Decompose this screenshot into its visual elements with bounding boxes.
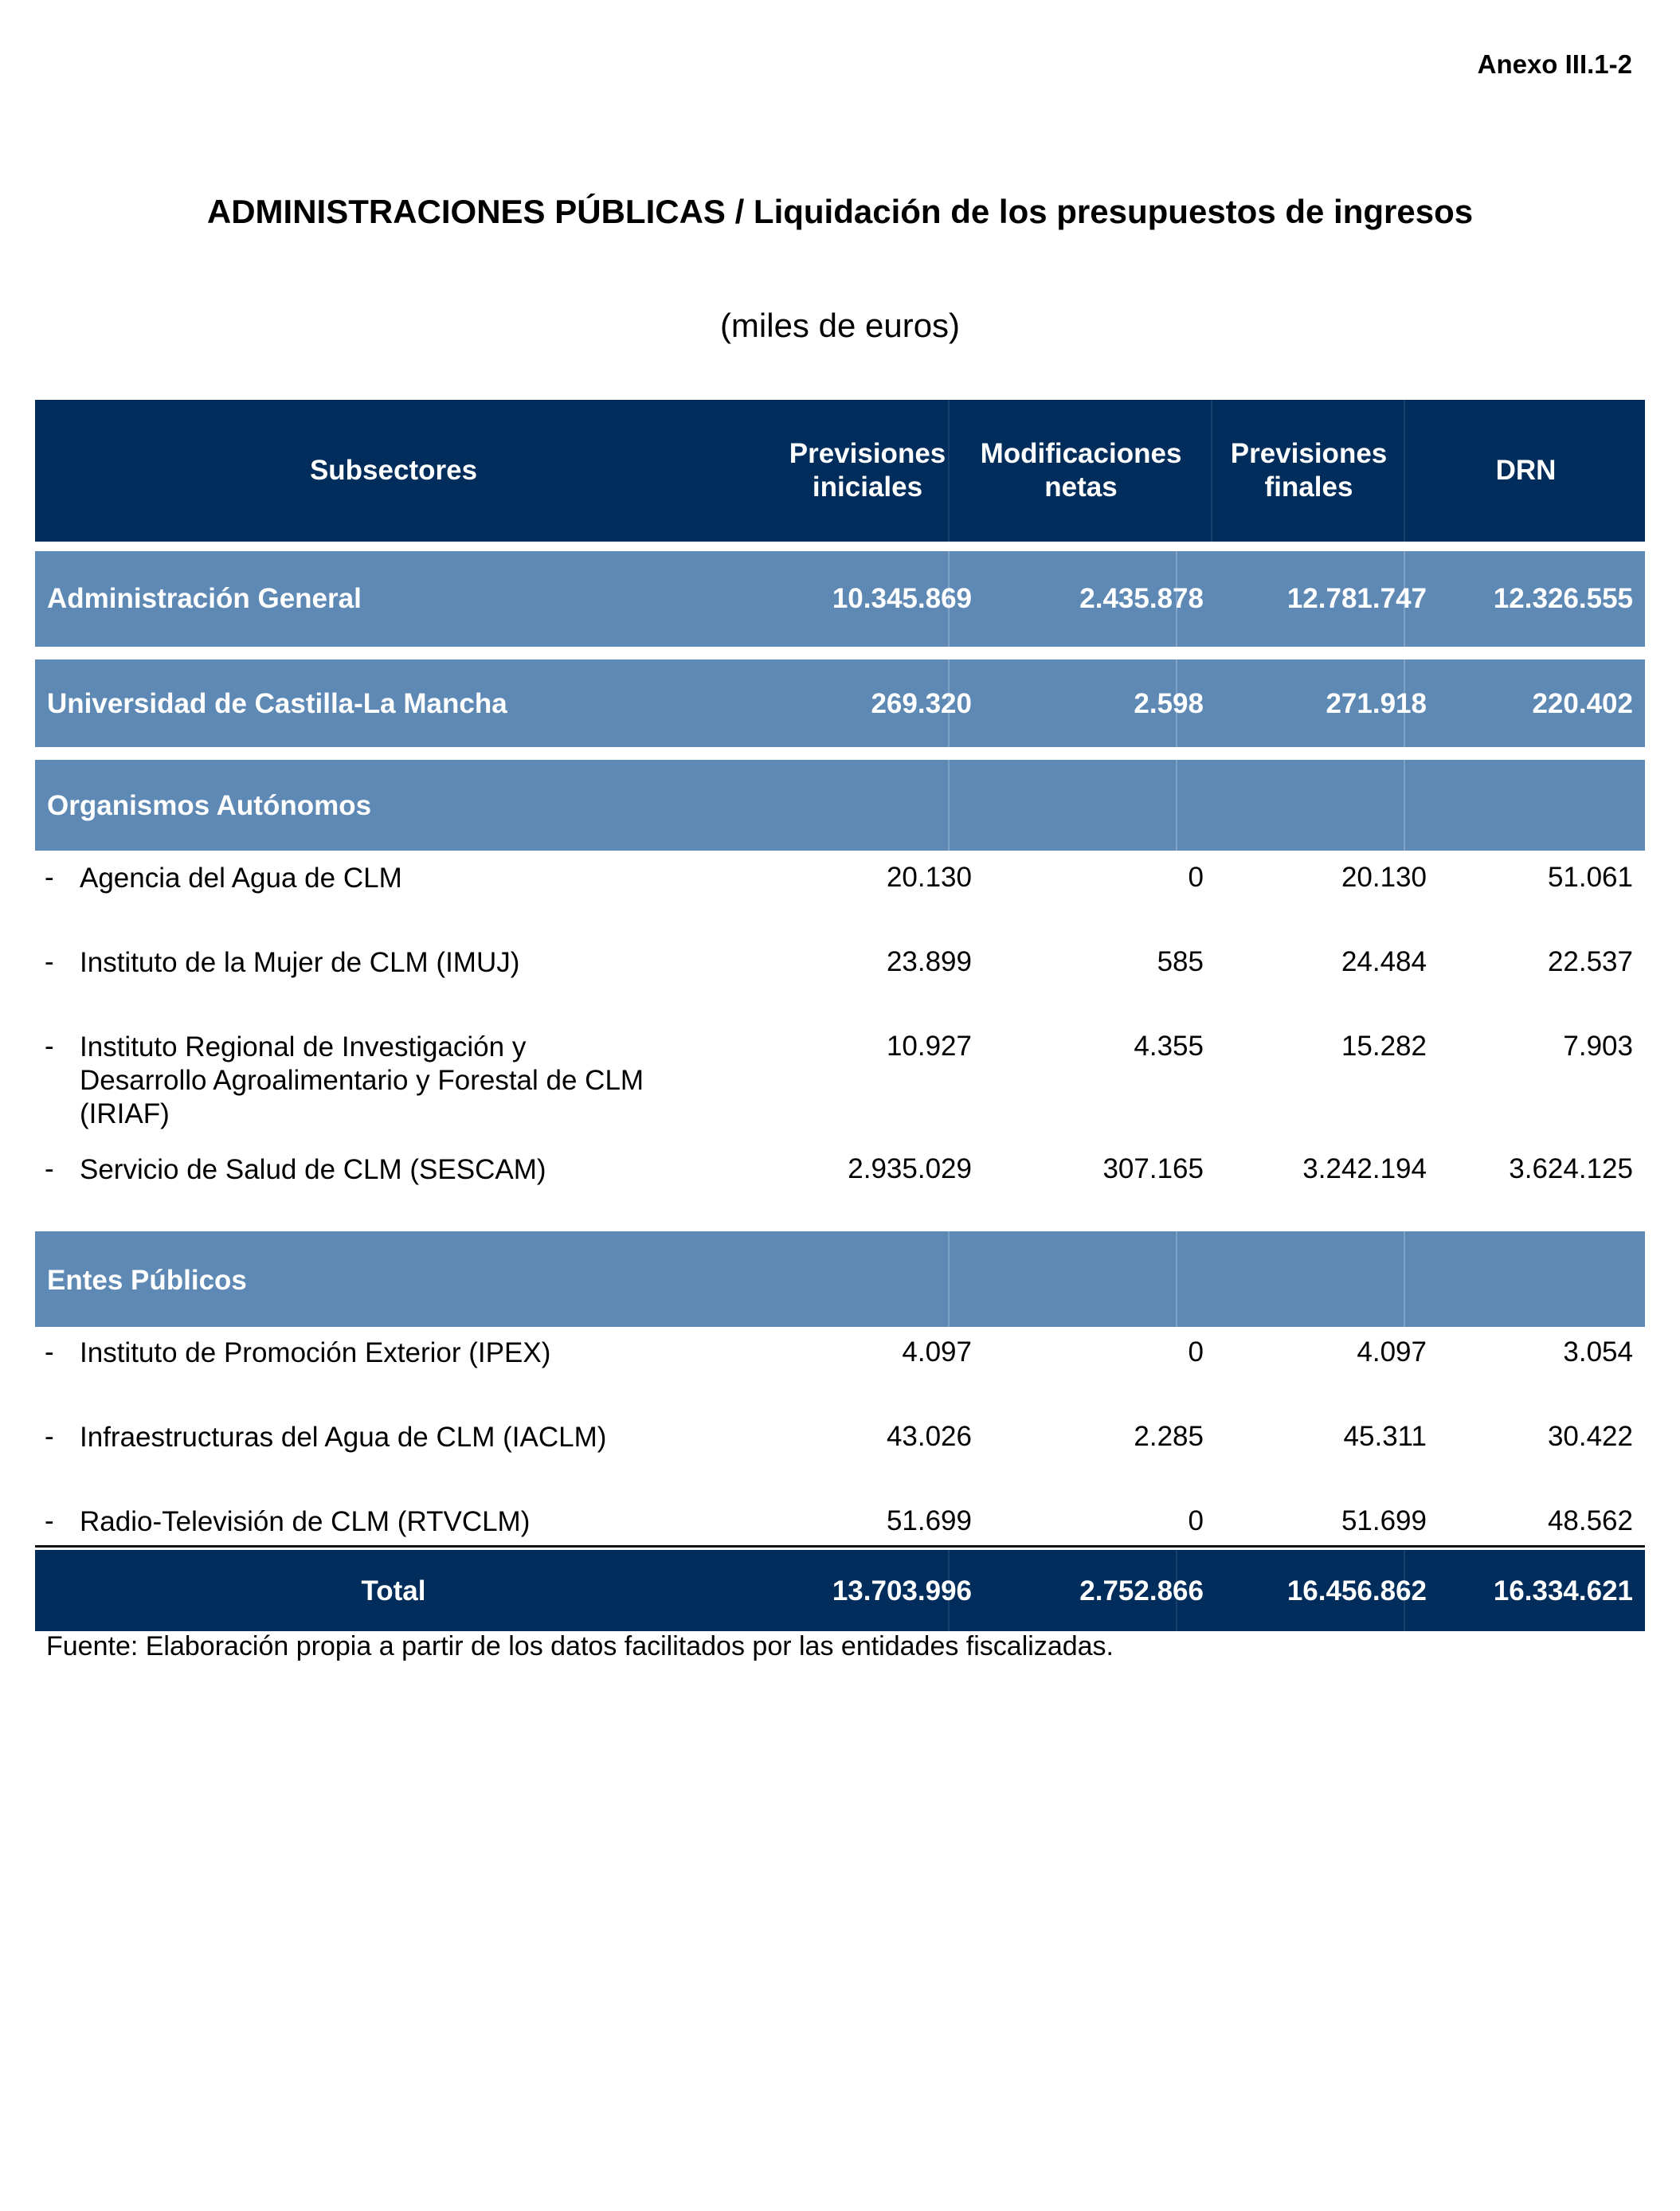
row-prev-fin: 3.242.194: [1302, 1153, 1427, 1184]
row-dash: -: [45, 1421, 54, 1452]
universidad-drn: 220.402: [1532, 688, 1633, 719]
row-dash: -: [45, 1505, 54, 1536]
row-modif: 0: [1188, 862, 1204, 893]
entes-label: Entes Públicos: [47, 1265, 247, 1296]
row-prev-ini: 2.935.029: [848, 1153, 972, 1184]
universidad-prev-ini: 269.320: [871, 688, 972, 719]
header-prev-ini-line1: Previsiones: [789, 438, 946, 469]
header-prev-ini-line2: iniciales: [812, 472, 923, 503]
header-modif-line2: netas: [1044, 472, 1118, 503]
section-entes-publicos: [35, 1231, 1645, 1327]
row-prev-fin: 15.282: [1341, 1031, 1427, 1062]
row-label: Instituto de Promoción Exterior (IPEX): [80, 1337, 551, 1368]
section-organismos-autonomos: [35, 760, 1645, 851]
header-prev-fin-line1: Previsiones: [1230, 438, 1388, 469]
row-drn: 48.562: [1547, 1505, 1633, 1536]
row-prev-fin: 45.311: [1343, 1421, 1427, 1452]
row-modif: 4.355: [1134, 1031, 1204, 1062]
table-row: [35, 1031, 1645, 1142]
table-header: [35, 400, 1645, 542]
row-dash: -: [45, 1031, 54, 1062]
row-dash: -: [45, 1336, 54, 1368]
row-drn: 3.054: [1563, 1336, 1633, 1368]
row-drn: 51.061: [1547, 862, 1633, 893]
row-prev-fin: 4.097: [1357, 1336, 1427, 1368]
organismos-label: Organismos Autónomos: [47, 790, 372, 821]
table-row: [35, 1505, 1645, 1545]
admin-general-drn: 12.326.555: [1493, 583, 1633, 614]
row-label: Servicio de Salud de CLM (SESCAM): [80, 1154, 546, 1185]
row-drn: 7.903: [1563, 1031, 1633, 1062]
total-prev-ini: 13.703.996: [832, 1575, 972, 1606]
header-modif-line1: Modificaciones: [980, 438, 1182, 469]
row-drn: 3.624.125: [1509, 1153, 1633, 1184]
row-prev-ini: 10.927: [886, 1031, 972, 1062]
header-drn: [1404, 400, 1647, 542]
row-dash: -: [45, 946, 54, 977]
total-drn: 16.334.621: [1493, 1575, 1633, 1606]
row-modif: 2.285: [1134, 1421, 1204, 1452]
units-subtitle: (miles de euros): [719, 307, 961, 344]
row-drn: 30.422: [1547, 1421, 1633, 1452]
admin-general-modif: 2.435.878: [1079, 583, 1204, 614]
annex-label: Anexo III.1-2: [1477, 49, 1632, 79]
universidad-label: Universidad de Castilla-La Mancha: [47, 688, 507, 719]
row-total: [35, 1550, 1645, 1631]
table-row: [35, 1153, 1645, 1225]
source-note: Fuente: Elaboración propia a partir de los datos facilitados por las entidades fiscalizadas.: [46, 1631, 1114, 1661]
total-prev-fin: 16.456.862: [1286, 1575, 1427, 1606]
universidad-prev-fin: 271.918: [1326, 688, 1427, 719]
page-title: ADMINISTRACIONES PÚBLICAS / Liquidación de los presupuestos de ingresos: [206, 193, 1474, 230]
row-modif: 585: [1157, 946, 1204, 977]
admin-general-prev-fin: 12.781.747: [1286, 583, 1427, 614]
row-prev-ini: 23.899: [886, 946, 972, 977]
row-dash: -: [45, 862, 54, 893]
row-modif: 0: [1188, 1336, 1204, 1368]
admin-general-prev-ini: 10.345.869: [832, 583, 972, 614]
row-prev-fin: 51.699: [1341, 1505, 1427, 1536]
row-label: Infraestructuras del Agua de CLM (IACLM): [80, 1422, 607, 1453]
row-label: Instituto de la Mujer de CLM (IMUJ): [80, 947, 520, 978]
table-row: [35, 862, 1645, 933]
header-modificaciones: [948, 400, 1212, 542]
row-prev-ini: 20.130: [886, 862, 972, 893]
row-modif: 0: [1188, 1505, 1204, 1536]
total-divider: [35, 1545, 1645, 1548]
row-prev-fin: 24.484: [1341, 946, 1427, 977]
row-prev-fin: 20.130: [1341, 862, 1427, 893]
row-drn: 22.537: [1547, 946, 1633, 977]
row-administracion-general: [35, 551, 1645, 647]
total-modif: 2.752.866: [1079, 1575, 1204, 1606]
table-row: [35, 1421, 1645, 1493]
row-label: Instituto Regional de Investigación y Desarrollo Agroalimentario y Forestal de CLM (IRIAF): [80, 1031, 644, 1129]
header-subsectores-label: Subsectores: [309, 455, 478, 486]
header-drn-label: DRN: [1495, 455, 1557, 486]
row-prev-ini: 43.026: [886, 1421, 972, 1452]
row-label: Radio-Televisión de CLM (RTVCLM): [80, 1506, 531, 1537]
row-universidad: [35, 659, 1645, 747]
row-prev-ini: 51.699: [886, 1505, 972, 1536]
universidad-modif: 2.598: [1134, 688, 1204, 719]
table-row: [35, 946, 1645, 1018]
total-label: Total: [361, 1575, 426, 1606]
header-subsectores: [35, 400, 752, 542]
header-prev-fin-line2: finales: [1264, 472, 1353, 503]
row-label: Agencia del Agua de CLM: [80, 863, 402, 894]
row-modif: 307.165: [1102, 1153, 1204, 1184]
header-previsiones-finales: [1211, 400, 1405, 542]
table-row: [35, 1336, 1645, 1408]
row-dash: -: [45, 1153, 54, 1184]
row-prev-ini: 4.097: [902, 1336, 972, 1368]
admin-general-label: Administración General: [47, 583, 362, 614]
